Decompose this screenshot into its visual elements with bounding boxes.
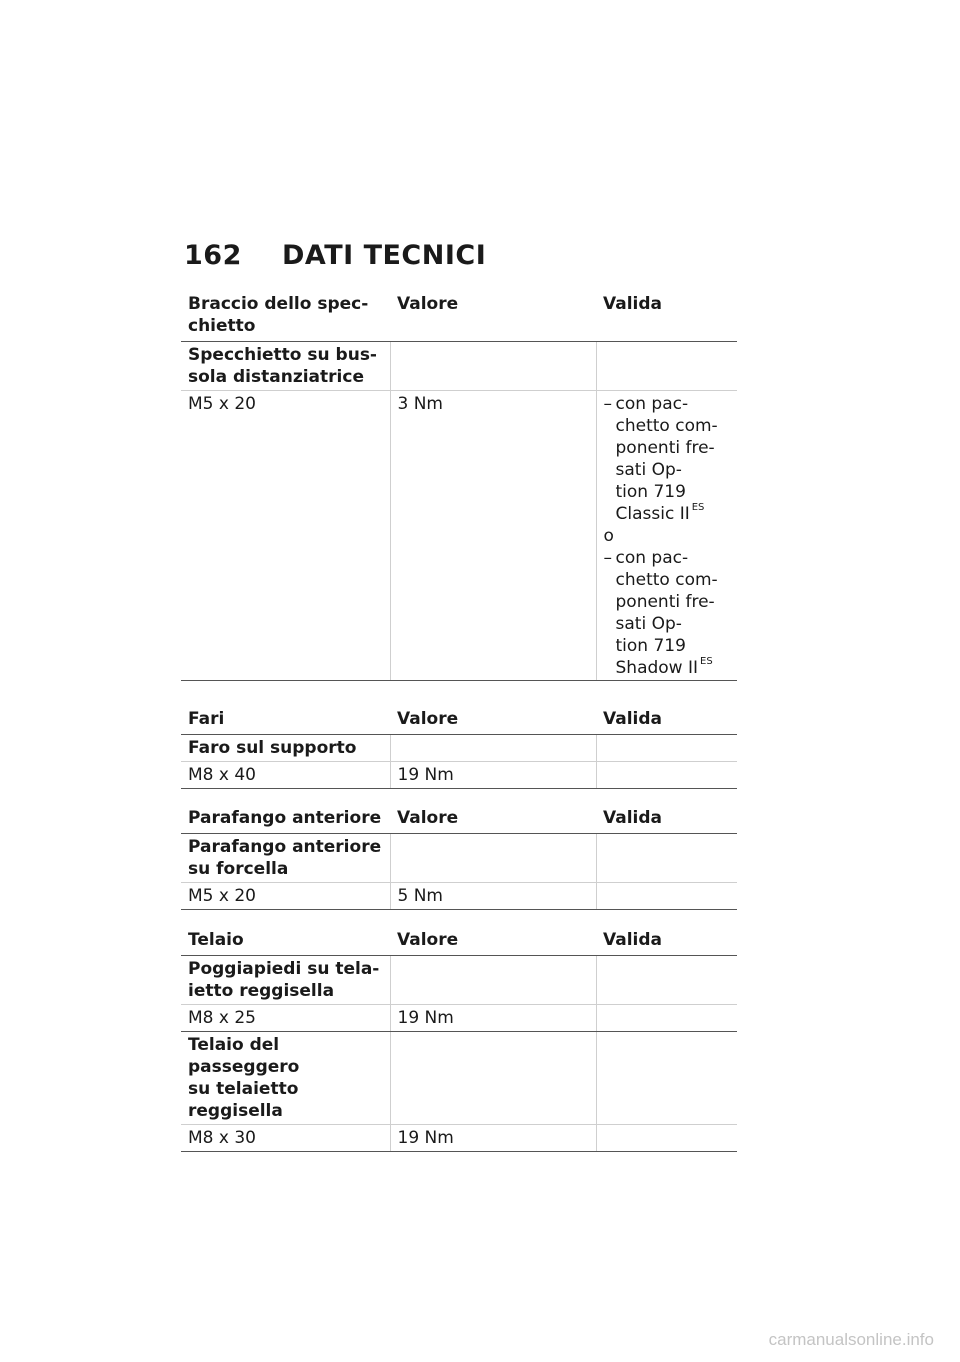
column-header-value: Valore [390, 705, 596, 735]
screw-size: M8 x 25 [181, 1005, 390, 1032]
column-header-component: Telaio [181, 926, 390, 956]
torque-value: 19 Nm [390, 762, 596, 789]
torque-value: 19 Nm [390, 1005, 596, 1032]
table-row [181, 762, 737, 789]
screw-size: M5 x 20 [181, 883, 390, 910]
frame-torque-table [181, 926, 737, 1152]
torque-value: 3 Nm [390, 391, 596, 681]
table-header-row [181, 926, 737, 956]
table-header-row [181, 804, 737, 834]
column-header-valid: Valida [596, 290, 737, 342]
table-row [181, 1005, 737, 1032]
column-header-valid: Valida [596, 705, 737, 735]
column-header-component: Braccio dello spec- chietto [181, 290, 390, 342]
condition-item: – con pac- chetto com- ponenti fre- sati Op- tion 719 Classic II $^{ES}$ [603, 394, 718, 524]
column-header-value: Valore [390, 290, 596, 342]
table-group-row [181, 1032, 737, 1125]
torque-value: 19 Nm [390, 1125, 596, 1152]
table-group-row [181, 342, 737, 391]
column-header-component: Fari [181, 705, 390, 735]
front-fender-torque-table [181, 804, 737, 910]
table-row [181, 391, 737, 681]
watermark: carmanualsonline.info [768, 1330, 934, 1349]
condition-item: – con pac- chetto com- ponenti fre- sati Op- tion 719 Shadow II $^{ES}$ [603, 548, 718, 678]
torque-value: 5 Nm [390, 883, 596, 910]
screw-size: M8 x 30 [181, 1125, 390, 1152]
page-header [184, 240, 486, 271]
group-label: Telaio del passeggero su telaietto reggisella [181, 1032, 390, 1125]
screw-size: M8 x 40 [181, 762, 390, 789]
page-title: DATI TECNICI [282, 240, 487, 271]
table-header-row [181, 705, 737, 735]
lights-torque-table [181, 705, 737, 789]
group-label: Faro sul supporto [181, 735, 390, 762]
mirror-torque-table [181, 290, 737, 681]
or-separator: o [603, 526, 614, 546]
column-header-value: Valore [390, 804, 596, 834]
column-header-valid: Valida [596, 804, 737, 834]
table-group-row [181, 735, 737, 762]
table-group-row [181, 956, 737, 1005]
page-number: 162 [184, 240, 242, 271]
validity-conditions [596, 391, 737, 681]
group-label: Parafango anteriore su forcella [181, 834, 390, 883]
table-group-row [181, 834, 737, 883]
table-row [181, 1125, 737, 1152]
column-header-component: Parafango anteriore [181, 804, 390, 834]
column-header-valid: Valida [596, 926, 737, 956]
screw-size: M5 x 20 [181, 391, 390, 681]
column-header-value: Valore [390, 926, 596, 956]
table-header-row [181, 290, 737, 342]
group-label: Poggiapiedi su tela- ietto reggisella [181, 956, 390, 1005]
table-row [181, 883, 737, 910]
group-label: Specchietto su bus- sola distanziatrice [181, 342, 390, 391]
